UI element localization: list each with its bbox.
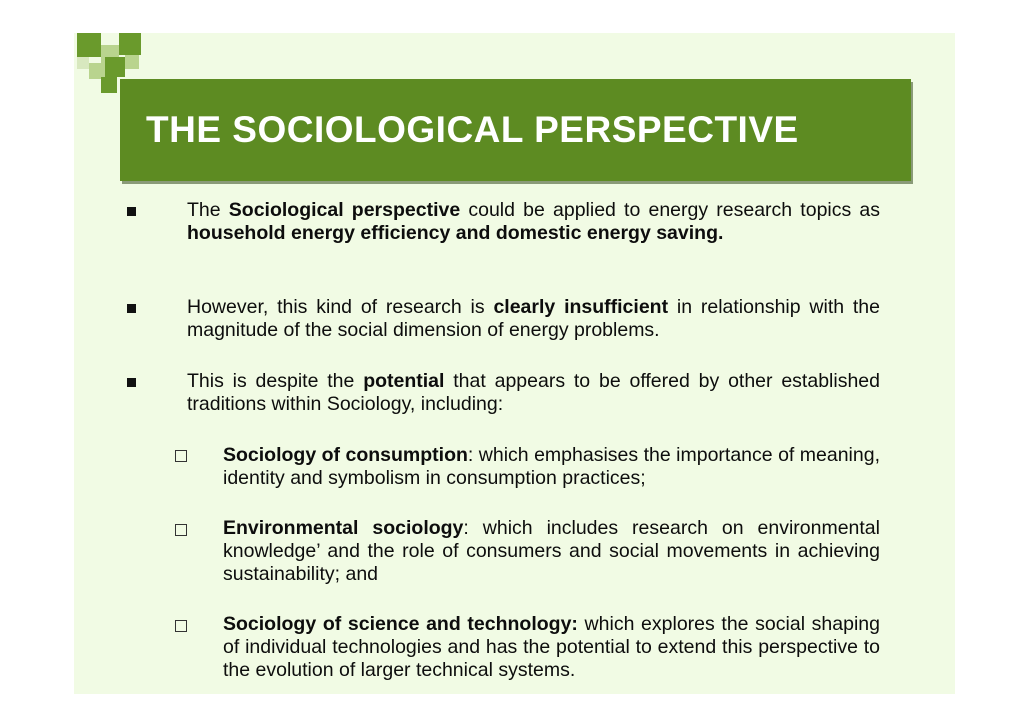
text-segment: which explores the social shaping of individual technologies and has the potential to extend this perspective to the evolution of larger technical systems. [223,613,880,681]
square-bullet-icon [127,207,136,216]
hollow-square-bullet-icon [175,524,187,536]
slide-title: THE SOCIOLOGICAL PERSPECTIVE [146,109,799,150]
text-segment-bold: clearly insufficient [493,296,669,318]
text-segment-bold: Sociology of consumption [223,444,468,466]
text-segment: However, this kind of research is [187,296,494,318]
text-segment: : which emphasises the importance of meaning, identity and symbolism in consumption practices; [223,444,880,489]
text-segment-bold: Environmental sociology [223,517,464,539]
bullet-text [187,199,880,245]
square-bullet-icon [127,304,136,313]
text-segment: : which includes research on environmental knowledge’ and the role of consumers and social movements in achieving sustainability; and [223,517,880,585]
text-segment-bold: potential [363,370,445,392]
text-segment: The [187,199,229,221]
square-bullet-icon [127,378,136,387]
sub-bullet-text [223,613,880,682]
bullet-text [187,296,880,342]
text-segment: could be applied to energy research topics as [460,199,881,221]
hollow-square-bullet-icon [175,450,187,462]
sub-bullet-text [223,444,880,490]
sub-bullet-text [223,517,880,586]
text-segment: that appears to be offered by other established traditions within Sociology, including: [187,370,880,415]
text-segment: This is despite the [187,370,364,392]
text-segment: in relationship with the magnitude of the social dimension of energy problems. [187,296,880,341]
hollow-square-bullet-icon [175,620,187,632]
text-segment-bold: Sociological perspective [228,199,461,221]
bullet-text [187,370,880,416]
text-segment-bold: household energy efficiency and domestic energy saving. [187,222,724,244]
text-segment-bold: Sociology of science and technology: [223,613,578,635]
